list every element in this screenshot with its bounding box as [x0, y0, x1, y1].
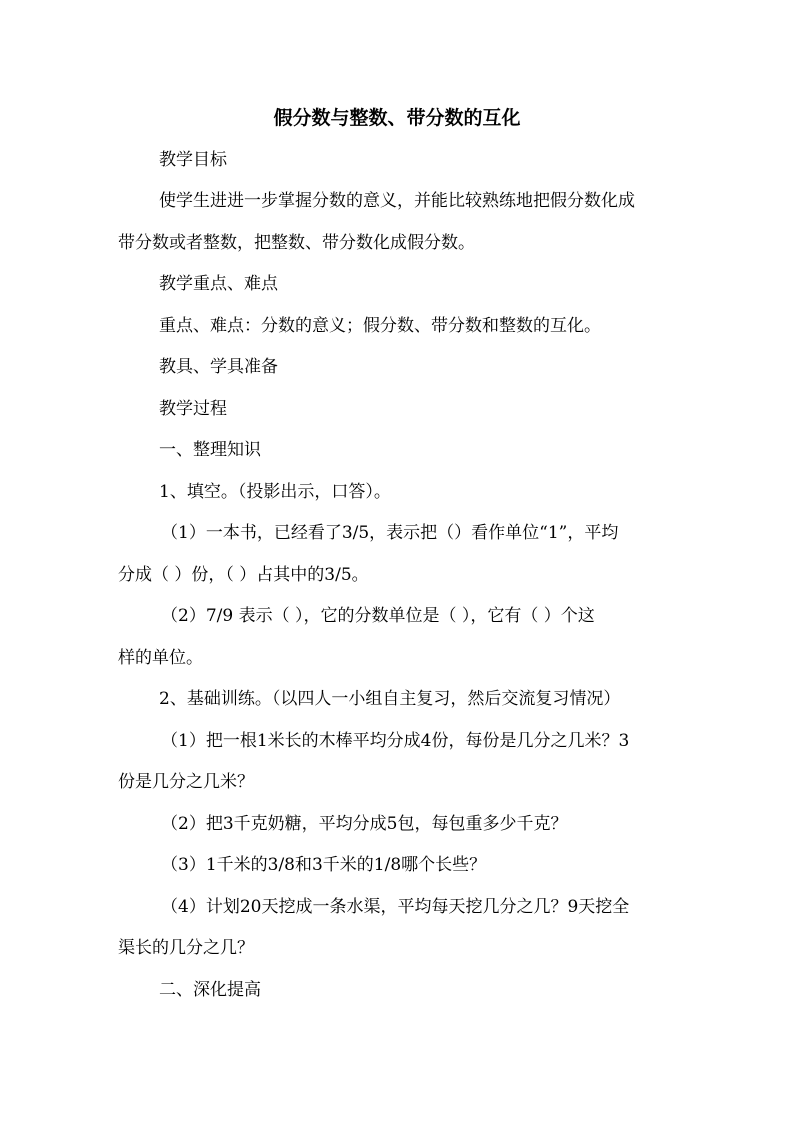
question-2-line-1: （2）7/9 表示（ ），它的分数单位是（ ），它有（ ）个这 [161, 606, 595, 626]
heading-materials: 教具、学具准备 [159, 357, 278, 377]
question-1-line-1: （1）一本书，已经看了3/5，表示把（）看作单位“1”，平均 [161, 523, 619, 543]
heading-key-points: 教学重点、难点 [159, 274, 278, 294]
exercise-1-line-2: 份是几分之几米？ [118, 772, 254, 792]
document-title: 假分数与整数、带分数的互化 [273, 107, 521, 129]
item-basic-training: 2、基础训练。（以四人一小组自主复习，然后交流复习情况） [159, 689, 621, 709]
paragraph-goal-line-2: 带分数或者整数，把整数、带分数化成假分数。 [118, 233, 475, 253]
paragraph-goal-line-1: 使学生进进一步掌握分数的意义，并能比较熟练地把假分数化成 [159, 191, 635, 211]
exercise-1-line-1: （1）把一根1米长的木棒平均分成4份，每份是几分之几米？3 [161, 731, 630, 751]
question-2-line-2: 样的单位。 [118, 648, 203, 668]
heading-process: 教学过程 [159, 399, 227, 419]
paragraph-key-points: 重点、难点：分数的意义；假分数、带分数和整数的互化。 [159, 316, 601, 336]
exercise-3: （3）1千米的3/8和3千米的1/8哪个长些？ [161, 855, 487, 875]
heading-teaching-goals: 教学目标 [159, 150, 227, 170]
exercise-4-line-1: （4）计划20天挖成一条水渠，平均每天挖几分之几？9天挖全 [161, 897, 630, 917]
section-heading-2: 二、深化提高 [159, 980, 261, 1000]
question-1-line-2: 分成（ ）份，（ ）占其中的3/5。 [118, 565, 369, 585]
exercise-2: （2）把3千克奶糖，平均分成5包，每包重多少千克？ [161, 814, 568, 834]
item-fill-blank: 1、填空。（投影出示，口答）。 [159, 482, 391, 502]
section-heading-1: 一、整理知识 [159, 440, 261, 460]
exercise-4-line-2: 渠长的几分之几？ [118, 938, 254, 958]
